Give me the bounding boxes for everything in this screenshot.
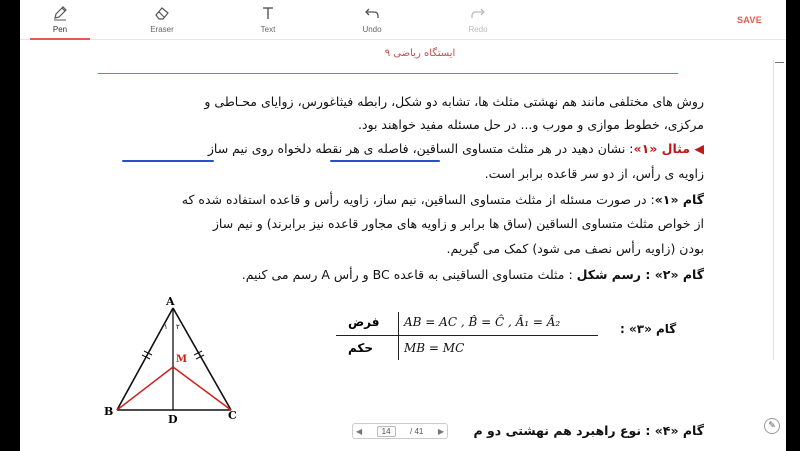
eraser-icon xyxy=(132,4,192,22)
eraser-tool[interactable] xyxy=(132,4,192,34)
example-line-1 xyxy=(208,141,704,156)
vertex-label-b: B xyxy=(104,405,114,418)
intro-line-2: مرکزی، خطوط موازی و مورب و... در حل مسئله مفید خواهند بود. xyxy=(357,117,704,132)
vertex-label-a: A xyxy=(166,295,175,308)
next-page-icon[interactable]: ▶ xyxy=(437,426,444,436)
redo-icon xyxy=(448,4,508,22)
foot-label-d: D xyxy=(168,413,178,426)
step1-line-3: بودن (زاویه رأس نصف می شود) کمک می گیریم. xyxy=(446,241,704,256)
step3-vline xyxy=(398,312,399,360)
example-line-2: زاویه ی رأس، از دو سر قاعده برابر است. xyxy=(484,166,704,181)
redo-label: Redo xyxy=(468,25,488,34)
prev-page-icon[interactable]: ◀ xyxy=(356,426,363,436)
step1-line-1 xyxy=(182,192,704,207)
pen-tool[interactable] xyxy=(30,4,90,34)
intro-line-1: روش های مختلفی مانند هم نهشتی مثلث ها، تشابه دو شکل، رابطه فیثاغورس، زوایای محـاطی و xyxy=(204,94,704,109)
handwritten-underline-1 xyxy=(122,160,214,162)
right-letterbox xyxy=(786,0,800,451)
annotation-toolbar xyxy=(20,0,786,40)
page-edge-line xyxy=(773,60,774,360)
step2-line xyxy=(242,267,704,282)
angle-label-1: ۱ xyxy=(164,323,168,331)
save-button[interactable]: SAVE xyxy=(736,15,762,25)
example-text: : نشان دهید در هر مثلث متساوی الساقین، فاصله ی هر نقطه دلخواه روی نیم ساز xyxy=(207,141,634,156)
header-divider xyxy=(98,73,678,74)
point-label-m: M xyxy=(176,354,188,365)
eraser-label: Eraser xyxy=(150,25,174,34)
undo-icon xyxy=(342,4,402,22)
step3-hline xyxy=(336,335,598,336)
vertex-label-c: C xyxy=(228,409,237,422)
isosceles-triangle-figure xyxy=(100,295,250,430)
step2-text: : مثلث متساوی الساقینی به قاعده BC و رأس A رسم می کنیم. xyxy=(241,267,577,282)
example-label: مثال «۱» xyxy=(633,141,691,156)
page-navigator xyxy=(352,423,448,439)
step2-bold: : رسم شکل xyxy=(576,267,655,282)
redo-button[interactable] xyxy=(448,4,508,34)
text-icon xyxy=(238,4,298,22)
hypothesis-formula: AB = AC , B̂ = Ĉ , Â₁ = Â₂ xyxy=(404,315,561,329)
conclusion-label: حکم xyxy=(348,341,374,355)
step2-label: گام «۲» xyxy=(654,267,704,282)
text-label: Text xyxy=(260,25,276,34)
scroll-marker xyxy=(775,62,784,63)
step3-label: گام «۳» : xyxy=(620,322,677,336)
step4-text: : نوع راهبرد هم نهشتی دو م xyxy=(473,423,655,438)
step1-text: : در صورت مسئله از مثلث متساوی الساقین، نیم ساز، زاویه رأس و قاعده استفاده شده که xyxy=(181,192,655,207)
text-tool[interactable] xyxy=(238,4,298,34)
pen-icon xyxy=(30,4,90,22)
undo-button[interactable] xyxy=(342,4,402,34)
example-marker-icon: ◀ xyxy=(690,141,704,156)
step1-line-2: از خواص مثلث متساوی الساقین (ساق ها برابر و زاویه های مجاور قاعده نیز برابرند) و نیم ساز xyxy=(212,216,704,231)
handwritten-underline-2 xyxy=(330,160,440,162)
page-number-input[interactable]: 14 xyxy=(377,426,396,437)
pen-label: Pen xyxy=(52,25,68,34)
angle-label-2: ۲ xyxy=(176,323,180,331)
page-header-title: ایستگاه ریاضی ۹ xyxy=(384,48,456,59)
step1-label: گام «۱» xyxy=(654,192,704,207)
page-total: / 41 xyxy=(410,426,424,436)
step4-line xyxy=(474,423,704,438)
left-letterbox xyxy=(0,0,20,451)
conclusion-formula: MB = MC xyxy=(404,341,465,355)
edit-page-icon[interactable]: ✎ xyxy=(764,418,780,434)
hypothesis-label: فرض xyxy=(348,315,380,329)
undo-label: Undo xyxy=(362,25,382,34)
step4-label: گام «۴» xyxy=(654,423,704,438)
